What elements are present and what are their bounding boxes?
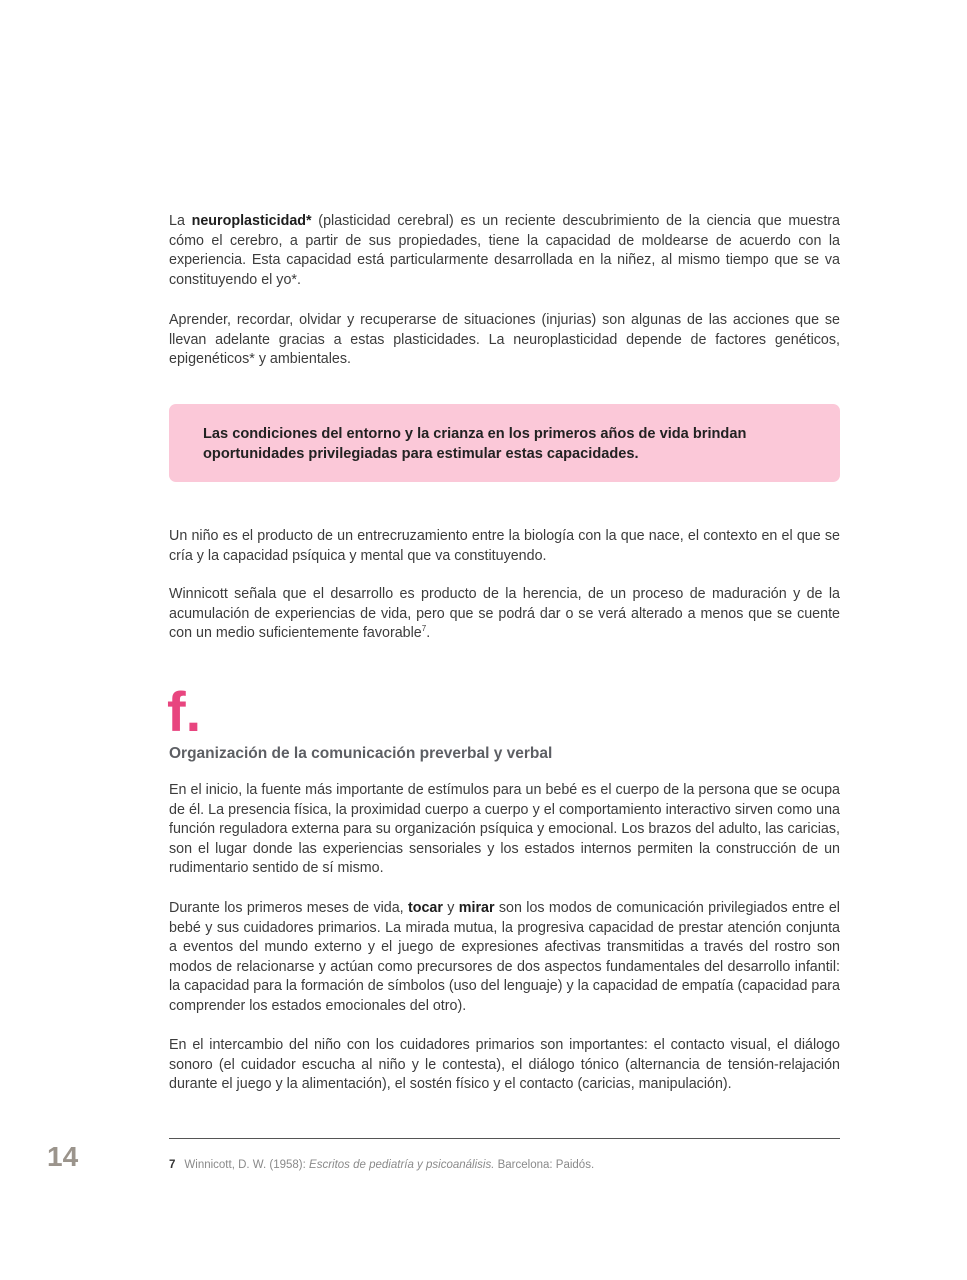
highlight-callout [169, 404, 840, 482]
section-letter: f. [167, 680, 202, 743]
section-paragraph-2: Durante los primeros meses de vida, tocar y mirar son los modos de comunicación privilegiados entre el bebé y sus cuidadores primarios. La mirada mutua, la progresiva capacidad de prestar atención conjunta a eventos del mundo externo y el juego de expresiones afectivas transmitidas a través del rostro son modos de relacionarse y actúan como precursores de dos aspectos fundamentales del desarrollo infantil: la capacidad para la formación de símbolos (uso del lenguaje) y la capacidad de empatía (capacidad para comprender los estados emocionales del otro). [169, 900, 840, 1014]
section-paragraph-3: En el intercambio del niño con los cuidadores primarios son importantes: el contacto visual, el diálogo sonoro (el cuidador escucha al niño y le contesta), el diálogo tónico (alternancia de tensión-relajación durante el juego y la alimentación), el sostén físico y el contacto (caricias, manipulación). [169, 1037, 840, 1093]
section-paragraph-1: En el inicio, la fuente más importante de estímulos para un bebé es el cuerpo de la persona que se ocupa de él. La presencia física, la proximidad cuerpo a cuerpo y el comportamiento interactivo sirven como una función reguladora externa para su organización psíquica y emocional. Los brazos del adulto, las caricias, son el lugar donde las experiencias sensoriales y los estados internos permiten la construcción de un rudimentario sentido de sí mismo. [169, 782, 840, 877]
footnote-book-title: Escritos de pediatría y psicoanálisis. [309, 1159, 495, 1171]
footnote-number: 7 [169, 1159, 176, 1171]
term-tocar: tocar [407, 900, 443, 916]
middle-paragraph-1: Un niño es el producto de un entrecruzamiento entre la biología con la que nace, el contexto en el que se cría y la capacidad psíquica y mental que va constituyendo. [169, 528, 840, 564]
middle-paragraph-2: Winnicott señala que el desarrollo es producto de la herencia, de un proceso de maduración y de la acumulación de experiencias de vida, pero que se podrá dar o se verá alterado a menos que se cuente con un medio suficientemente favorable$^7$. [169, 586, 840, 642]
intro-paragraph-1: La neuroplasticidad* (plasticidad cerebral) es un reciente descubrimiento de la ciencia que muestra cómo el cerebro, a partir de sus propiedades, tiene la capacidad de moldearse de acuerdo con la experiencia. Esta capacidad está particularmente desarrollada en la niñez, al mismo tiempo que se va constituyendo el yo*. [169, 213, 840, 288]
footnote-ref: 7 [421, 624, 427, 634]
term-mirar: mirar [458, 900, 495, 916]
footnote-divider [169, 1138, 840, 1139]
term-neuroplasticidad: neuroplasticidad* [191, 213, 312, 229]
page-number: 14 [47, 1141, 79, 1172]
footnote: 7 Winnicott, D. W. (1958): Escritos de pediatría y psicoanálisis. Barcelona: Paidós. [169, 1159, 595, 1171]
intro-paragraph-2: Aprender, recordar, olvidar y recuperarse de situaciones (injurias) son algunas de las acciones que se llevan adelante gracias a estas plasticidades. La neuroplasticidad depende de factores genéticos, epigenéticos* y ambientales. [169, 312, 840, 368]
section-title: Organización de la comunicación preverbal y verbal [169, 745, 553, 762]
callout-text: Las condiciones del entorno y la crianza en los primeros años de vida brindan oportunidades privilegiadas para estimular estas capacidades. [203, 426, 747, 462]
